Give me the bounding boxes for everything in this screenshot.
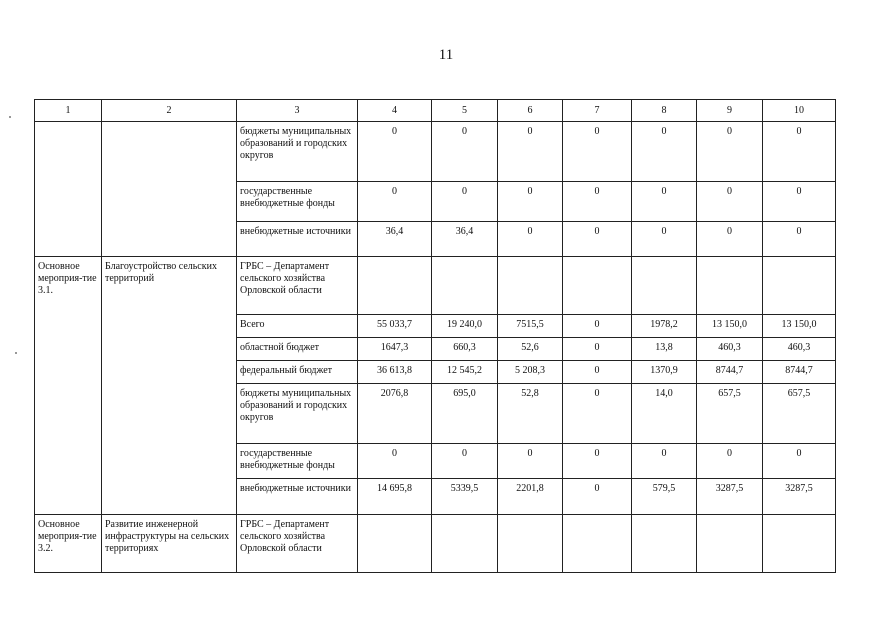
value-cell: 0 [563,182,632,222]
value-cell: 0 [763,182,836,222]
header-cell: 3 [237,100,358,122]
value-cell: 0 [358,182,432,222]
value-cell: 0 [432,182,498,222]
value-cell: 0 [763,444,836,479]
continued-code-cell [35,122,102,257]
measure-code-cell: Основное мероприя-тие 3.2. [35,515,102,573]
value-cell: 7515,5 [498,315,563,338]
value-cell: 0 [763,122,836,182]
value-cell: 55 033,7 [358,315,432,338]
value-cell: 13,8 [632,338,697,361]
value-cell: 19 240,0 [432,315,498,338]
table-row [35,257,836,315]
value-cell: 36,4 [358,222,432,257]
value-cell: 0 [697,122,763,182]
value-cell [563,515,632,573]
source-cell: бюджеты муниципальных образований и городских округов [237,122,358,182]
value-cell [763,257,836,315]
value-cell: 0 [432,122,498,182]
value-cell [432,257,498,315]
value-cell: 695,0 [432,384,498,444]
value-cell: 0 [358,122,432,182]
value-cell: 0 [563,338,632,361]
value-cell: 0 [498,122,563,182]
header-cell: 10 [763,100,836,122]
value-cell: 0 [632,182,697,222]
value-cell: 0 [632,122,697,182]
value-cell: 0 [563,444,632,479]
source-cell: внебюджетные источники [237,479,358,515]
value-cell: 0 [697,444,763,479]
value-cell: 0 [632,222,697,257]
value-cell: 0 [563,479,632,515]
executor-cell: ГРБС – Департамент сельского хозяйства Орловской области [237,515,358,573]
value-cell [697,515,763,573]
value-cell [697,257,763,315]
scan-speck [15,352,17,354]
header-cell: 6 [498,100,563,122]
value-cell [632,515,697,573]
header-cell: 8 [632,100,697,122]
header-row [35,100,836,122]
source-cell: государственные внебюджетные фонды [237,444,358,479]
value-cell [763,515,836,573]
measure-title-cell: Благоустройство сельских территорий [102,257,237,515]
value-cell [432,515,498,573]
header-cell: 7 [563,100,632,122]
value-cell [358,257,432,315]
measure-code-cell: Основное мероприя-тие 3.1. [35,257,102,515]
value-cell: 36 613,8 [358,361,432,384]
value-cell: 3287,5 [763,479,836,515]
page-number: 11 [438,47,454,63]
value-cell: 0 [432,444,498,479]
header-cell: 5 [432,100,498,122]
value-cell [498,257,563,315]
value-cell: 0 [697,182,763,222]
value-cell: 14,0 [632,384,697,444]
source-cell: областной бюджет [237,338,358,361]
value-cell: 8744,7 [763,361,836,384]
value-cell: 460,3 [697,338,763,361]
value-cell: 14 695,8 [358,479,432,515]
value-cell: 5339,5 [432,479,498,515]
value-cell: 660,3 [432,338,498,361]
header-cell: 1 [35,100,102,122]
value-cell: 0 [498,444,563,479]
header-cell: 4 [358,100,432,122]
scan-speck [9,116,11,118]
value-cell: 579,5 [632,479,697,515]
value-cell [632,257,697,315]
value-cell: 0 [563,122,632,182]
value-cell: 1978,2 [632,315,697,338]
value-cell: 0 [563,315,632,338]
value-cell: 52,8 [498,384,563,444]
budget-table [34,99,836,573]
value-cell: 0 [763,222,836,257]
value-cell: 0 [498,222,563,257]
value-cell: 8744,7 [697,361,763,384]
header-cell: 9 [697,100,763,122]
value-cell: 0 [358,444,432,479]
source-cell: федеральный бюджет [237,361,358,384]
value-cell: 12 545,2 [432,361,498,384]
header-cell: 2 [102,100,237,122]
value-cell: 0 [563,384,632,444]
continued-title-cell [102,122,237,257]
value-cell: 36,4 [432,222,498,257]
table-row [35,515,836,573]
value-cell: 0 [498,182,563,222]
value-cell: 0 [697,222,763,257]
value-cell: 1370,9 [632,361,697,384]
value-cell: 3287,5 [697,479,763,515]
value-cell: 0 [563,361,632,384]
source-cell: внебюджетные источники [237,222,358,257]
value-cell: 657,5 [697,384,763,444]
value-cell: 5 208,3 [498,361,563,384]
value-cell: 13 150,0 [763,315,836,338]
source-cell: государственные внебюджетные фонды [237,182,358,222]
value-cell: 13 150,0 [697,315,763,338]
value-cell: 1647,3 [358,338,432,361]
executor-cell: ГРБС – Департамент сельского хозяйства Орловской области [237,257,358,315]
measure-title-cell: Развитие инженерной инфраструктуры на сельских территориях [102,515,237,573]
value-cell [358,515,432,573]
value-cell [498,515,563,573]
value-cell: 657,5 [763,384,836,444]
value-cell: 0 [563,222,632,257]
value-cell: 0 [632,444,697,479]
value-cell: 2076,8 [358,384,432,444]
value-cell: 460,3 [763,338,836,361]
source-cell: Всего [237,315,358,338]
value-cell [563,257,632,315]
source-cell: бюджеты муниципальных образований и городских округов [237,384,358,444]
value-cell: 52,6 [498,338,563,361]
table-row [35,122,836,182]
value-cell: 2201,8 [498,479,563,515]
